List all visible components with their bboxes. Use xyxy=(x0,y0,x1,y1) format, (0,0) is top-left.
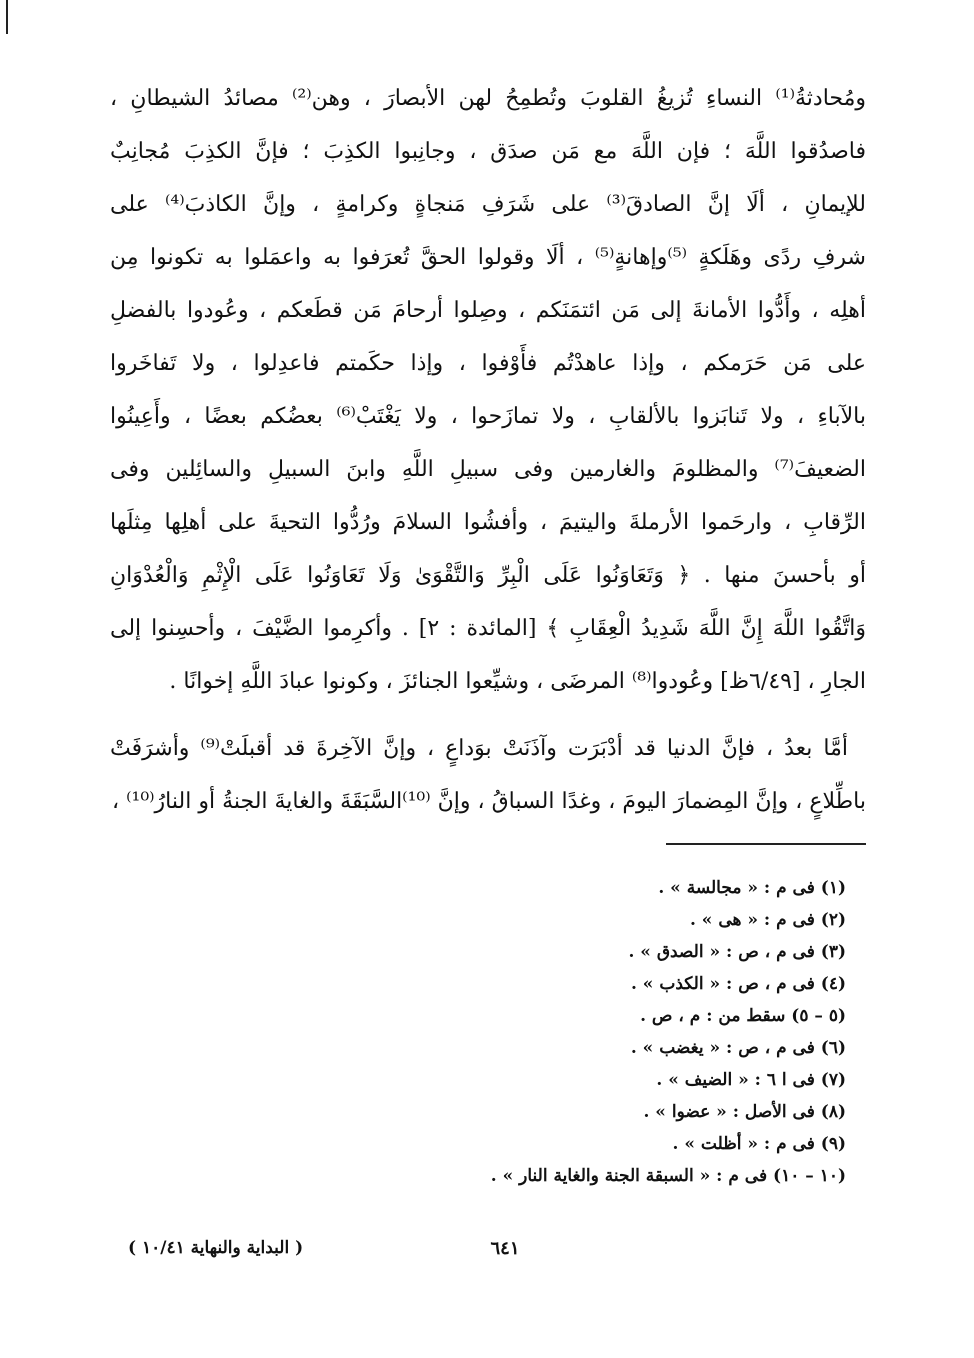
footnote-divider xyxy=(666,843,866,845)
scan-edge-mark xyxy=(6,0,8,34)
body-line: الجارِ ، [٦/٤٩ظ] وعُودوا⁽⁸⁾ المرضَى ، وشيِّعوا الجنائزَ ، وكونوا عبادَ اللَّهِ إخوانًا . xyxy=(169,669,866,694)
body-line: أمَّا بعدُ ، فإنَّ الدنيا قد أدْبَرَت وآذَنَتْ بوَداعٍ ، وإنَّ الآخِرةَ قد أقبلَتْ⁽⁹⁾ وأشرَفَتْ xyxy=(110,736,848,761)
body-line: الضعيفَ⁽⁷⁾ والمظلومَ والغارمين وفى سبيلِ اللَّهِ وابنَ السبيلِ والسائِلين وفى xyxy=(110,457,866,482)
footnote: (٣) فى م ، ص : « الصدق » . xyxy=(628,942,846,962)
volume-reference: ( البداية والنهاية ١٠/٤١ ) xyxy=(128,1238,304,1258)
footnotes xyxy=(326,872,846,1192)
body-line: على مَن حَرَمكم ، وإذا عاهدْتُم فأَوْفوا ، وإذا حكَمتم فاعدِلوا ، ولا تَفاخَروا xyxy=(110,351,866,376)
body-line: الرِّقابِ ، وارحَموا الأرملةَ واليتيمَ ، وأفشُوا السلامَ ورُدُّوا التحيةَ على أهلِها مِثلَها xyxy=(110,510,866,535)
footnote: (١) فى م : « مجالسة » . xyxy=(658,878,846,898)
body-line: أهلِه ، وأَدُّوا الأمانةَ إلى مَن ائتمَنَكم ، وصِلوا أرحامَ مَن قطَعكم ، وعُودوا بالفضلِ xyxy=(110,298,866,323)
footnote: (٩) فى م : « أظلت » . xyxy=(672,1134,846,1154)
footnote: (٦) فى م ، ص : « يغضب » . xyxy=(630,1038,846,1058)
body-line: باطِّلاعٍ ، وإنَّ المِضمارَ اليومَ ، وغدًا السباقُ ، وإنَّ ⁽¹⁰⁾السَّبَقَةَ والغايةَ الجنةُ أو النارُ⁽¹⁰⁾ ، xyxy=(112,789,866,814)
body-line: شرفِ ردًى وهَلَكةٍ ⁽⁵⁾وإهانةٍ⁽⁵⁾ ، ألَا وقولوا الحقَّ تُعرَفوا به واعمَلوا به تكونوا مِن xyxy=(110,245,866,270)
footnote: (١٠ – ١٠) فى م : « السبقة الجنة والغاية النار » . xyxy=(490,1166,846,1186)
body-line: ومُحادثةُ⁽¹⁾ النساءِ تُزيغُ القلوبَ وتُطمِحُ لهن الأبصارَ ، وهن⁽²⁾ مصائدُ الشيطانِ ، xyxy=(110,86,866,111)
footnote: (٥ – ٥) سقط من : م ، ص . xyxy=(640,1006,846,1026)
body-line: للإيمانِ ، ألَا إنَّ الصادقَ⁽³⁾ على شَرَفِ مَنجاةٍ وكرامةٍ ، وإنَّ الكاذبَ⁽⁴⁾ على xyxy=(110,192,866,217)
footnote: (٨) فى الأصل : « عضوا » . xyxy=(643,1102,846,1122)
page-number: ٦٤١ xyxy=(490,1238,520,1259)
main-text xyxy=(110,72,866,828)
quran-verse-line: وَاتَّقُوا اللَّهَ إِنَّ اللَّهَ شَدِيدُ الْعِقَابِ ﴾ [المائدة : ٢] . وأكرِموا الضَّيْفَ ، وأحسِنوا إلى xyxy=(110,616,866,641)
footnote: (٤) فى م ، ص : « الكذب » . xyxy=(630,974,846,994)
footnote: (٧) فى ا ٦ : « الضيف » . xyxy=(656,1070,846,1090)
quran-verse-line: أو بأحسنَ منها . ﴿ وَتَعَاوَنُوا عَلَى الْبِرِّ وَالتَّقْوَىٰ وَلَا تَعَاوَنُوا عَلَى الْإِثْمِ وَالْعُدْوَانِ xyxy=(110,563,866,588)
body-line: بالآباءِ ، ولا تَنابَزوا بالألقابِ ، ولا تمازَحوا ، ولا يَغْتَبْ⁽⁶⁾ بعضُكم بعضًا ، وأَعِينُوا xyxy=(110,404,866,429)
body-line: فاصدُقوا اللَّهَ ؛ فإن اللَّهَ مع مَن صدَق ، وجانِبوا الكذِبَ ؛ فإنَّ الكذِبَ مُجانِبٌ xyxy=(110,139,866,164)
footnote: (٢) فى م : « هى » . xyxy=(689,910,846,930)
